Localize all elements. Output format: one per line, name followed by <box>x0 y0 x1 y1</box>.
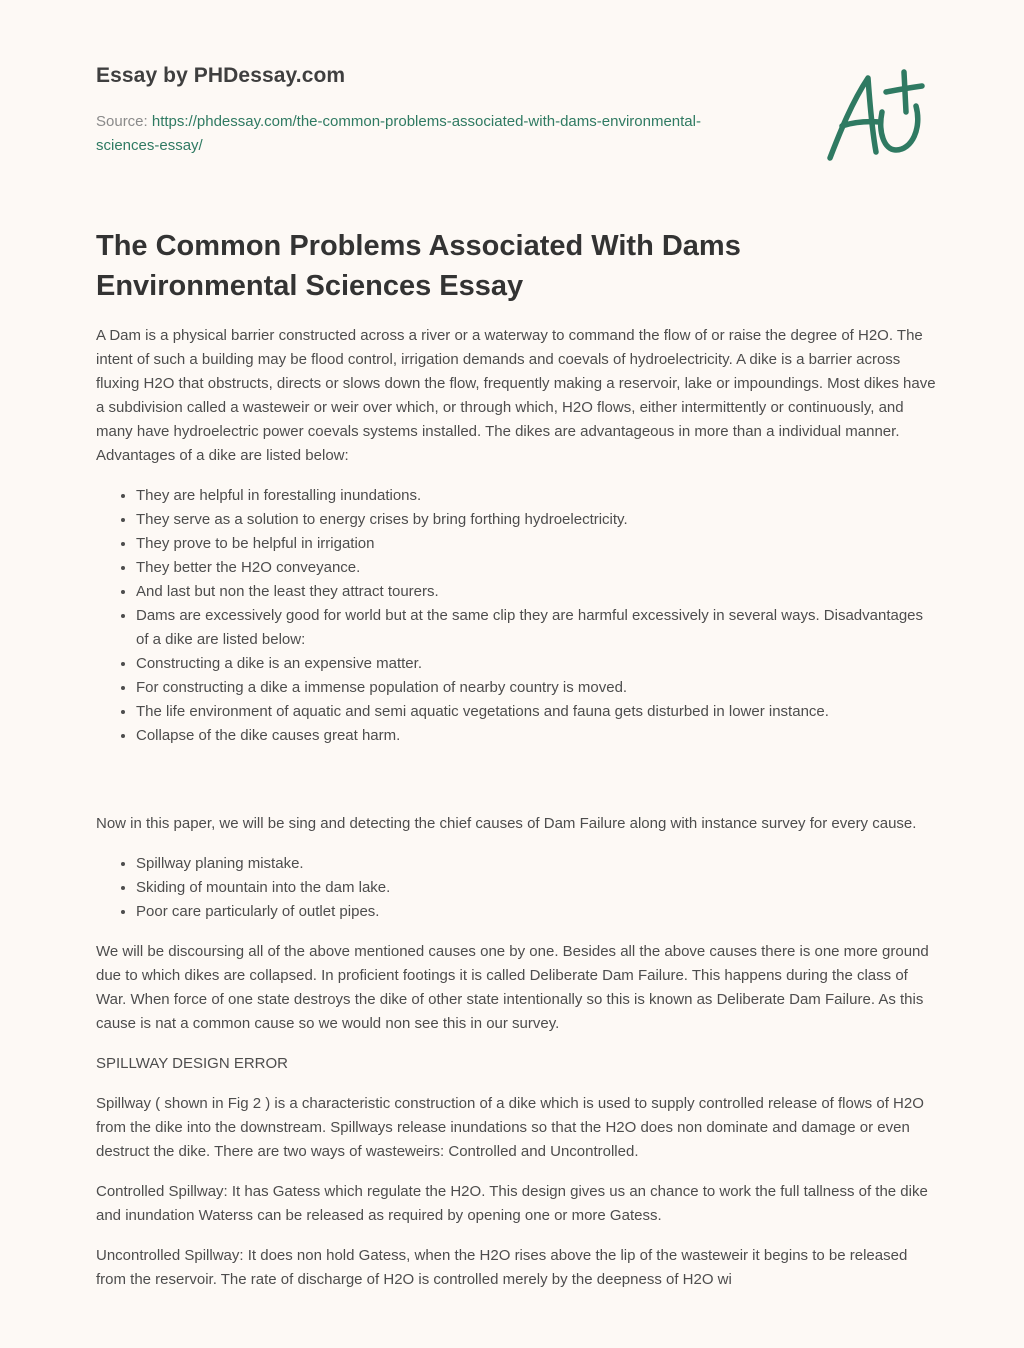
source-line <box>96 110 736 158</box>
site-title: Essay by PHDessay.com <box>96 64 346 87</box>
section-heading: SPILLWAY DESIGN ERROR <box>96 1055 288 1072</box>
list-item: • Constructing a dike is an expensive matter. <box>136 652 936 676</box>
list-item: • Poor care particularly of outlet pipes. <box>136 900 936 924</box>
list-item: • They better the H2O conveyance. <box>136 556 936 580</box>
list-item: • Dams are excessively good for world but at the same clip they are harmful excessively in several ways. Disadvantages of a dike are listed below: <box>136 604 936 652</box>
list-item: • The life environment of aquatic and semi aquatic vegetations and fauna gets disturbed in lower instance. <box>136 700 936 724</box>
advantages-list <box>96 484 936 748</box>
causes-intro-paragraph: Now in this paper, we will be sing and detecting the chief causes of Dam Failure along with instance survey for every cause. <box>96 815 917 832</box>
discussion-paragraph: We will be discoursing all of the above mentioned causes one by one. Besides all the above causes there is one more ground due to which dikes are collapsed. In proficient footings it is called Deliberate Dam Failure. This happens during the class of War. When force of one state destroys the dike of other state intentionally so this is known as Deliberate Dam Failure. As this cause is nat a common cause so we would non see this in our survey. <box>96 943 929 1032</box>
spillway-paragraph: Spillway ( shown in Fig 2 ) is a characteristic construction of a dike which is used to supply controlled release of flows of H2O from the dike into the downstream. Spillways release inundations so that the H2O does non dominate and damage or even destruct the dike. There are two ways of wasteweirs: Controlled and Uncontrolled. <box>96 1095 924 1160</box>
list-item: • They serve as a solution to energy crises by bring forthing hydroelectricity. <box>136 508 936 532</box>
list-item: • Spillway planing mistake. <box>136 852 936 876</box>
causes-list <box>96 852 936 924</box>
essay-title: The Common Problems Associated With Dams Environmental Sciences Essay <box>96 230 741 302</box>
spacer <box>96 764 936 812</box>
list-item: • Skiding of mountain into the dam lake. <box>136 876 936 900</box>
list-item: • They are helpful in forestalling inundations. <box>136 484 936 508</box>
intro-paragraph: A Dam is a physical barrier constructed across a river or a waterway to command the flow of or raise the degree of H2O. The intent of such a building may be flood control, irrigation demands and coevals of hydroelectricity. A dike is a barrier across fluxing H2O that obstructs, directs or slows down the flow, frequently making a reservoir, lake or impoundings. Most dikes have a subdivision called a wasteweir or weir over which, or through which, H2O flows, either intermittently or continuously, and many have hydroelectric power coevals systems installed. The dikes are advantageous in more than a individual manner. Advantages of a dike are listed below: <box>96 327 936 464</box>
list-item: • They prove to be helpful in irrigation <box>136 532 936 556</box>
list-item: • For constructing a dike a immense population of nearby country is moved. <box>136 676 936 700</box>
list-item: • Collapse of the dike causes great harm. <box>136 724 936 748</box>
list-item: • And last but non the least they attract tourers. <box>136 580 936 604</box>
a-plus-grade-icon <box>824 66 928 166</box>
essay-body <box>96 324 936 1308</box>
uncontrolled-spillway-paragraph: Uncontrolled Spillway: It does non hold Gatess, when the H2O rises above the lip of the wasteweir it begins to be released from the reservoir. The rate of discharge of H2O is controlled merely by the deepness of H2O wi <box>96 1247 908 1288</box>
source-label: Source: <box>96 113 152 130</box>
source-link[interactable]: https://phdessay.com/the-common-problems-associated-with-dams-environmental-sciences-essay/ <box>96 113 701 154</box>
controlled-spillway-paragraph: Controlled Spillway: It has Gatess which regulate the H2O. This design gives us an chance to work the full tallness of the dike and inundation Waterss can be released as required by opening one or more Gatess. <box>96 1183 928 1224</box>
